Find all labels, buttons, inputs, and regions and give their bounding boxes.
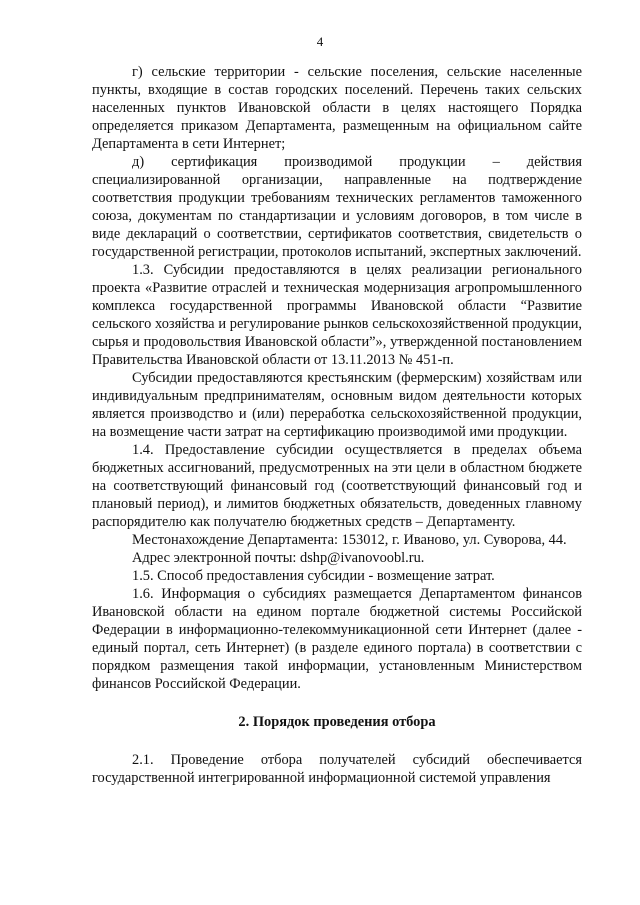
document-body [92, 63, 582, 787]
paragraph-certification-definition: д) сертификация производимой продукции – действия специализированной организации, направленные на подтверждение соответствия продукции требованиям технических регламентов таможенного союза, документам по стандартизации и условиям договоров, в том числе в виде деклараций о соответствии, сертификатов соответствия, свидетельств о государственной регистрации, протоколов испытаний, экспертных заключений. [92, 154, 582, 260]
paragraph-1-5-method: 1.5. Способ предоставления субсидии - возмещение затрат. [132, 568, 495, 584]
paragraph-1-3-purpose: 1.3. Субсидии предоставляются в целях реализации регионального проекта «Развитие отраслей и техническая модернизация агропромышленного комплекса государственной программы Ивановской области “Развитие сельского хозяйства и регулирование рынков сельскохозяйственной продукции, сырья и продовольствия Ивановской области”», утвержденной постановлением Правительства Ивановской области от 13.11.2013 № 451-п. [92, 262, 582, 368]
paragraph-email-address: Адрес электронной почты: dshp@ivanovoobl.ru. [132, 550, 425, 566]
page-number: 4 [316, 34, 324, 49]
paragraph-2-1-selection: 2.1. Проведение отбора получателей субсидий обеспечивается государственной интегрированной информационной системой управления [92, 752, 582, 786]
section-heading: 2. Порядок проведения отбора [238, 714, 436, 730]
paragraph-rural-territories: г) сельские территории - сельские поселения, сельские населенные пункты, входящие в состав городских поселений. Перечень таких сельских населенных пунктов Ивановской области в целях настоящего Порядка определяется приказом Департамента, размещенным на официальном сайте Департамента в сети Интернет; [92, 64, 582, 152]
paragraph-1-4-budget: 1.4. Предоставление субсидии осуществляется в пределах объема бюджетных ассигнований, предусмотренных на эти цели в областном бюджете на соответствующий финансовый год (соответствующий финансовый год и плановый период), и лимитов бюджетных обязательств, доведенных главному распорядителю как получателю бюджетных средств – Департаменту. [92, 442, 582, 530]
paragraph-department-location: Местонахождение Департамента: 153012, г. Иваново, ул. Суворова, 44. [132, 532, 567, 548]
paragraph-1-6-information: 1.6. Информация о субсидиях размещается Департаментом финансов Ивановской области на едином портале бюджетной системы Российской Федерации в информационно-телекоммуникационной сети Интернет (далее - единый портал, сеть Интернет) (в разделе единого портала) в соответствии с порядком размещения такой информации, установленным Министерством финансов Российской Федерации. [92, 586, 582, 692]
paragraph-subsidy-recipients: Субсидии предоставляются крестьянским (фермерским) хозяйствам или индивидуальным предпринимателям, основным видом деятельности которых является производство и (или) переработка сельскохозяйственной продукции, на возмещение части затрат на сертификацию производимой ими продукции. [92, 370, 582, 440]
